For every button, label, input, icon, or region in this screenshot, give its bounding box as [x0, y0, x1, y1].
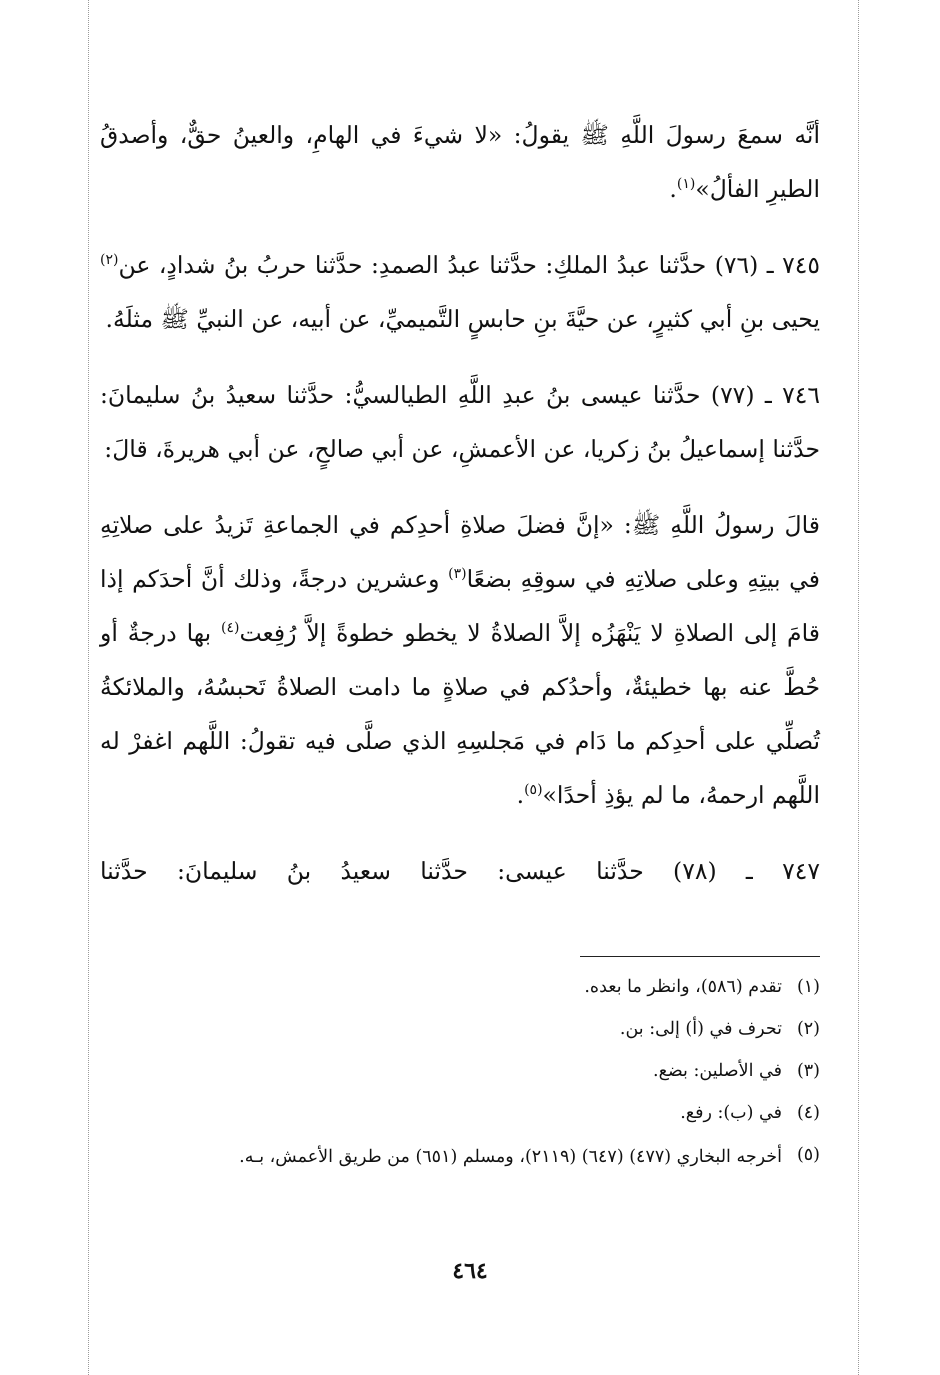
- footnote-ref-2[interactable]: (٢): [100, 252, 119, 268]
- paragraph-2-tail: يحيى بنِ أبي كثيرٍ، عن حيَّةَ بنِ حابسٍ التَّميميِّ، عن أبيه، عن النبيِّ ﷺ مثلَهُ.: [105, 305, 820, 333]
- paragraph-5-text: ٧٤٧ ـ (٧٨) حدَّثنا عيسى: حدَّثنا سعيدُ بنُ سليمانَ: حدَّثنا: [100, 857, 820, 885]
- footnote-5: [100, 1134, 820, 1180]
- scan-edge-left: [88, 0, 89, 1375]
- footnote-text: تقدم (٥٨٦)، وانظر ما بعده.: [584, 977, 782, 997]
- footnote-1: [100, 966, 820, 1008]
- paragraph-3-text: ٧٤٦ ـ (٧٧) حدَّثنا عيسى بنُ عبدِ اللَّهِ الطيالسيُّ: حدَّثنا سعيدُ بنُ سليمانَ: حدَّثنا إسماعيلُ بنُ زكريا، عن الأعمشِ، عن أبي صالحٍ، عن أبي هريرةَ، قالَ:: [100, 381, 820, 463]
- scan-edge-right: [858, 0, 859, 1375]
- footnote-ref-4[interactable]: (٤): [221, 620, 240, 636]
- footnote-text: أخرجه البخاري (٤٧٧) (٦٤٧) (٢١١٩)، ومسلم (٦٥١) من طريق الأعمش، بـه.: [239, 1147, 782, 1167]
- page-number: ٤٦٤: [452, 1258, 488, 1284]
- paragraph-4: [100, 498, 820, 822]
- footnote-number: (٤): [796, 1103, 820, 1123]
- footnote-3: [100, 1050, 820, 1092]
- paragraph-4-tail-3: .: [516, 781, 525, 809]
- paragraph-2: [100, 238, 820, 346]
- footnote-number: (٣): [796, 1061, 820, 1081]
- paragraph-1-tail: .: [669, 175, 677, 203]
- footnote-ref-5[interactable]: (٥): [524, 782, 543, 798]
- footnote-text: تحرف في (أ) إلى: بن.: [619, 1019, 782, 1039]
- main-text: [100, 108, 820, 898]
- footnote-separator: [580, 956, 820, 957]
- paragraph-1: [100, 108, 820, 216]
- footnote-number: (٢): [796, 1019, 820, 1039]
- paragraph-2-text: ٧٤٥ ـ (٧٦) حدَّثنا عبدُ الملكِ: حدَّثنا عبدُ الصمدِ: حدَّثنا حربُ بنُ شدادٍ، عن: [118, 251, 820, 279]
- footnote-4: [100, 1092, 820, 1134]
- footnotes: [100, 966, 820, 1180]
- footnote-text: في الأصلين: بضع.: [653, 1061, 782, 1081]
- paragraph-5: [100, 844, 820, 898]
- footnote-number: (١): [796, 977, 820, 997]
- footnote-number: (٥): [796, 1145, 820, 1165]
- paragraph-4-tail: وعشرين درجةً، وذلك أنَّ أحدَكم إذا قامَ إلى الصلاةِ لا يَنْهَزُه إلاَّ الصلاةُ لا يخطو خطوةً إلاَّ رُفِعت: [100, 565, 820, 647]
- paragraph-4-text: قالَ رسولُ اللَّهِ ﷺ: «إنَّ فضلَ صلاةِ أحدِكم في الجماعةِ تَزيدُ على صلاتِهِ في بيتِهِ وعلى صلاتِهِ في سوقِهِ بضعًا: [100, 511, 820, 593]
- paragraph-3: [100, 368, 820, 476]
- footnote-ref-1[interactable]: (١): [676, 176, 696, 192]
- footnote-text: في (ب): رفع.: [680, 1103, 782, 1123]
- paragraph-1-text: أنَّه سمعَ رسولَ اللَّهِ ﷺ يقولُ: «لا شيءَ في الهامِ، والعينُ حقٌّ، وأصدقُ الطيرِ الفألُ»: [100, 121, 820, 203]
- paragraph-4-tail-2: بها درجةٌ أو حُطَّ عنه بها خطيئةٌ، وأحدُكم في صلاةٍ ما دامت الصلاةُ تَحبسُهُ، والملائكةُ تُصلِّي على أحدِكم ما دَام في مَجلسِهِ الذي صلَّى فيه تقولُ: اللَّهم اغفرْ له اللَّهم ارحمهُ، ما لم يؤذِ أحدًا»: [100, 619, 820, 809]
- footnote-2: [100, 1008, 820, 1050]
- footnote-ref-3[interactable]: (٣): [448, 566, 467, 582]
